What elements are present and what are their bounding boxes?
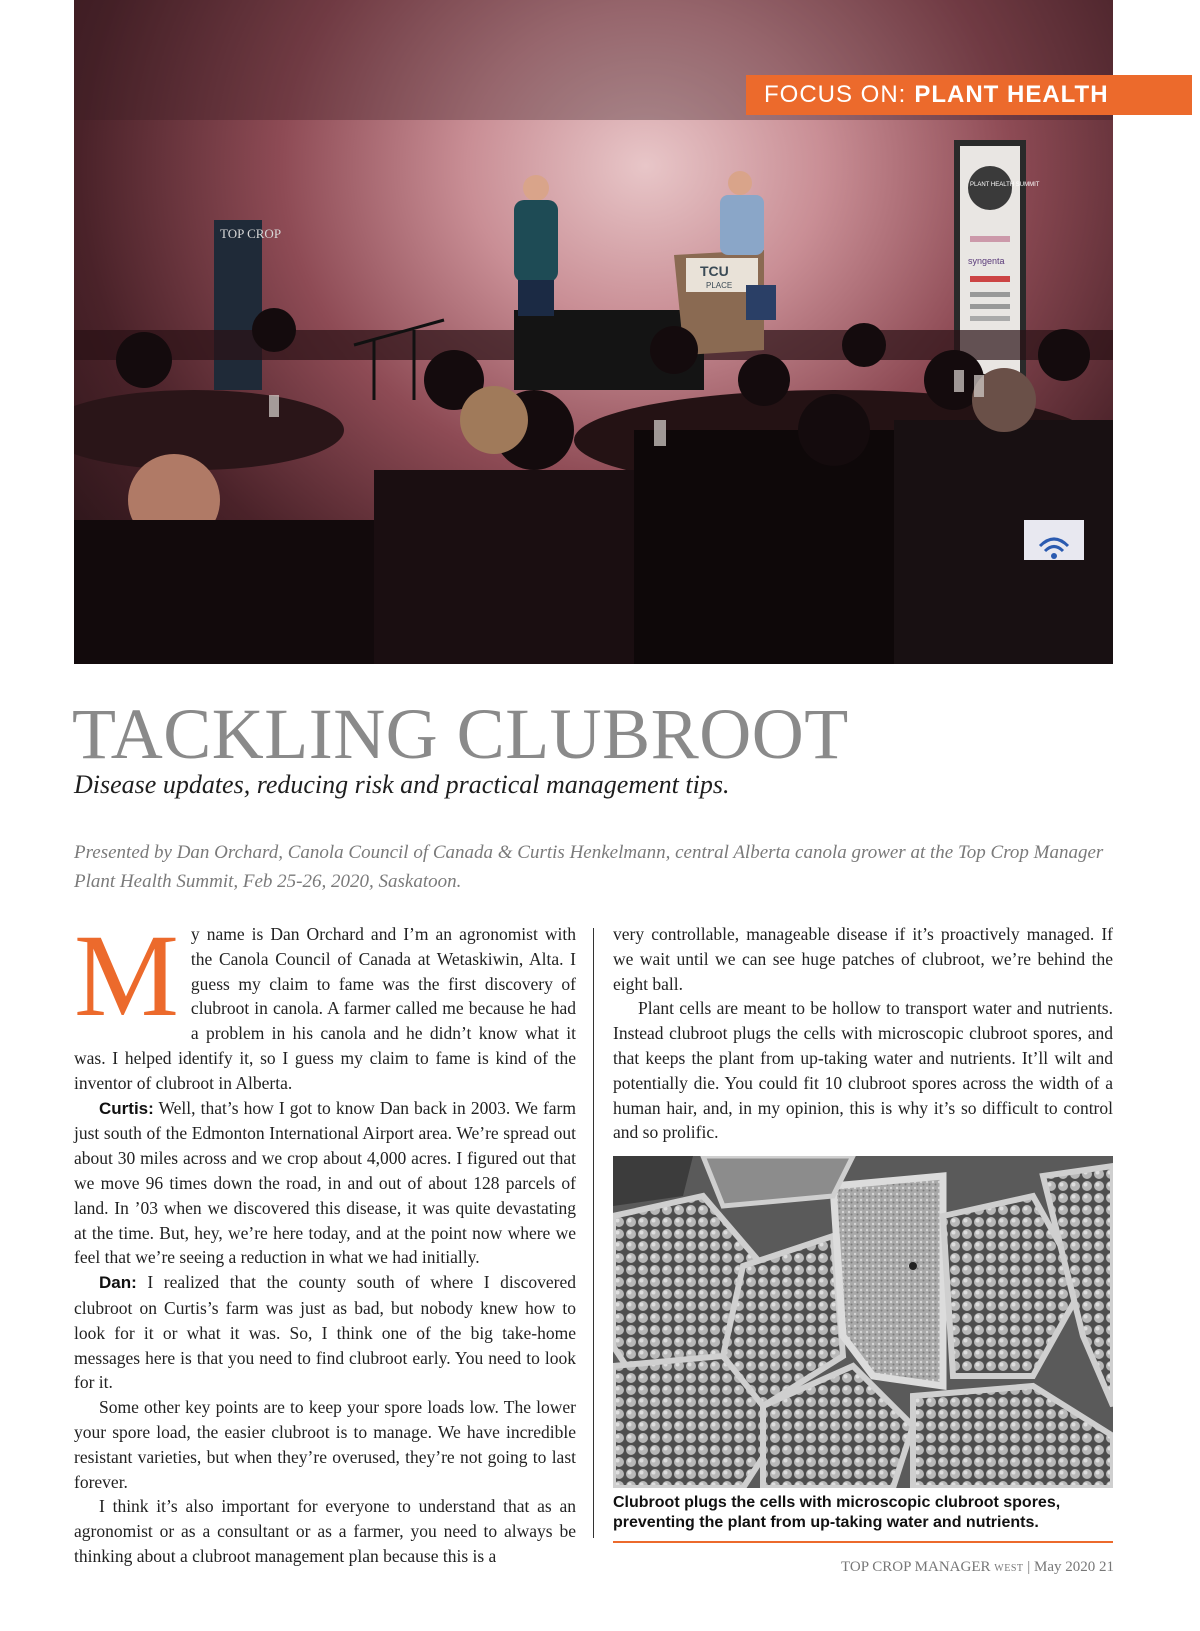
paragraph-plant-cells: Plant cells are meant to be hollow to transport water and nutrients. Instead clubroot plugs the cells with microscopic clubroot spores, and that keeps the plant from up-taking water and nutrients. It’ll wilt and potentially die. You could fit 10 clubroot spores across the width of a human hair, and, in my opinion, this is why it’s so difficult to control and so prolific. <box>613 998 1113 1143</box>
left-banner <box>214 220 262 390</box>
left-banner-text: TOP CROP <box>220 226 282 241</box>
paragraph-dan <box>74 1270 576 1395</box>
right-banner-text: PLANT HEALTH SUMMIT <box>970 182 1040 188</box>
speaker-left <box>514 175 558 316</box>
speaker-label-curtis: Curtis: <box>99 1098 154 1118</box>
body-column-right <box>613 922 1113 1145</box>
paragraph-intro-text: y name is Dan Orchard and I’m an agronomist with the Canola Council of Canada at Wetaskiwin, Alta. I guess my claim to fame was the first discovery of clubroot in canola. A farmer called me because he had a problem in his canola and he didn’t know what it was. I helped identify it, so I guess my claim to fame is kind of the inventor of clubroot in Alberta. <box>74 924 576 1093</box>
footer-edition: WEST <box>994 1563 1024 1574</box>
paragraph-curtis-text: Well, that’s how I got to know Dan back in 2003. We farm just south of the Edmonton International Airport area. We’re spread out about 30 miles across and we crop about 4,000 acres. I figured out that we move 96 times down the road, in and out of about 128 parcels of land. In ’03 when we discovered this disease, it was quite devastating at the time. But, hey, we’re here today, and at the point now where we feel that we’re seeing a reduction in what we had initially. <box>74 1097 576 1268</box>
clubroot-micrograph <box>613 1156 1113 1488</box>
footer-publication: TOP CROP MANAGER <box>841 1559 991 1575</box>
podium-logo: TCU <box>700 263 729 279</box>
body-column-left <box>74 910 576 1569</box>
page-footer <box>841 1559 1114 1576</box>
footer-date-page: May 2020 21 <box>1034 1559 1114 1575</box>
paragraph-management-plan: I think it’s also important for everyone to understand that as an agronomist or as a consultant or as a farmer, you need to always be thinking about a clubroot management plan because this is a <box>74 1496 576 1566</box>
article-subtitle: Disease updates, reducing risk and practical management tips. <box>74 770 730 799</box>
paragraph-dan-text: I realized that the county south of where I discovered clubroot on Curtis’s farm was just as bad, but nobody knew how to look for it or what it was. So, I think one of the big take-home messages here is that you need to find clubroot early. You need to look for it. <box>74 1272 576 1393</box>
footer-separator: | <box>1027 1559 1031 1575</box>
paragraph-continued: very controllable, manageable disease if it’s proactively managed. If we wait until we can see huge patches of clubroot, we’re behind the eight ball. <box>613 924 1113 994</box>
section-banner <box>746 75 1192 115</box>
speaker-label-dan: Dan: <box>99 1273 137 1293</box>
section-label: FOCUS ON: <box>764 81 907 108</box>
podium-logo-sub: PLACE <box>706 281 733 290</box>
micrograph-texture <box>613 1156 1113 1488</box>
paragraph-intro <box>74 910 576 1096</box>
caption-rule <box>613 1541 1113 1543</box>
article-byline: Presented by Dan Orchard, Canola Council of Canada & Curtis Henkelmann, central Alberta canola grower at the Top Crop Manager Plant Health Summit, Feb 25-26, 2020, Saskatoon. <box>74 842 1104 892</box>
paragraph-curtis <box>74 1096 576 1271</box>
image-caption: Clubroot plugs the cells with microscopic clubroot spores, preventing the plant from up-taking water and nutrients. <box>613 1494 1061 1531</box>
drop-cap: M <box>74 910 179 1041</box>
sponsor-logo-text: syngenta <box>968 256 1005 266</box>
article-title: TACKLING CLUBROOT <box>72 694 849 774</box>
section-topic: PLANT HEALTH <box>914 81 1109 108</box>
column-divider <box>593 928 594 1538</box>
paragraph-spore-loads: Some other key points are to keep your spore loads low. The lower your spore load, the easier clubroot is to manage. We have incredible resistant varieties, but when they’re overused, they’re not going to last forever. <box>74 1397 576 1492</box>
